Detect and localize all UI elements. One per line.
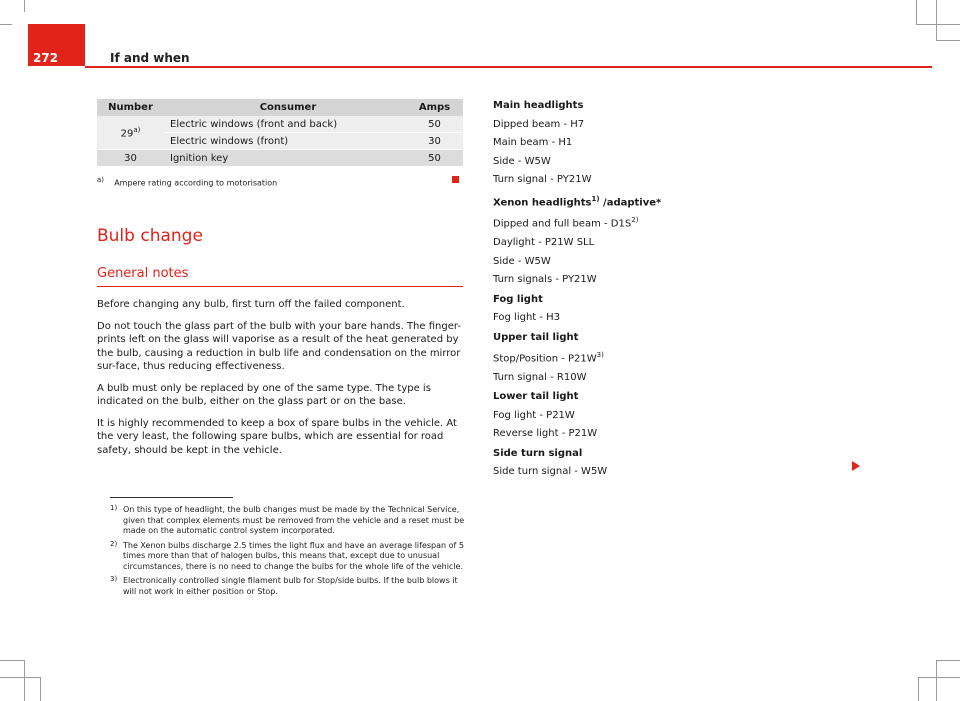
footnote-rule [110, 497, 233, 498]
crop-mark [24, 0, 25, 12]
table-cell-number: 30 [97, 150, 164, 167]
fuse-table [97, 99, 463, 167]
bulb-item: Main beam - H1 [493, 137, 573, 148]
table-row [97, 150, 463, 167]
table-row [97, 116, 463, 133]
bulb-group-title: Main headlights [493, 100, 584, 111]
page-number: 272 [33, 51, 59, 65]
table-cell-amps: 30 [406, 133, 463, 150]
bulb-group-side-turn-signal [493, 447, 661, 479]
paragraph: A bulb must only be replaced by one of the same type. The type is indicated on the bulb, either on the glass part or on the base. [97, 382, 431, 407]
bulb-item: Side - W5W [493, 155, 551, 167]
table-cell-number: 29$^{a)}$ [97, 116, 164, 150]
subsection-title: General notes [97, 266, 189, 281]
bulb-group-xenon-headlights [493, 193, 661, 287]
table-cell-consumer: Electric windows (front) [164, 133, 406, 150]
crop-mark [936, 0, 937, 40]
bulb-item: Daylight - P21W SLL [493, 237, 595, 249]
bulb-item: Side turn signal - W5W [493, 466, 608, 478]
bulb-item: Turn signal - PY21W [493, 174, 592, 185]
crop-mark [916, 0, 917, 24]
crop-mark [40, 677, 41, 701]
bulb-item: Turn signals - PY21W [493, 274, 597, 286]
footnote: 1) On this type of headlight, the bulb changes must be made by the Technical Service, given that complex elements must be removed from the vehicle and a reset must be made on the automatic control system incorporated. [110, 504, 465, 535]
paragraph: Do not touch the glass part of the bulb with your bare hands. The finger-prints left on the glass will vaporise as a result of the heat generated by the bulb, causing a reduction in bulb life and condensation on the mirror sur-face, thus reducing effectiveness. [97, 320, 461, 372]
crop-mark [936, 660, 937, 701]
bulb-group-title: Upper tail light [493, 331, 579, 343]
bulb-group-upper-tail-light [493, 331, 661, 385]
crop-mark [0, 660, 24, 661]
table-cell-consumer: Electric windows (front and back) [164, 116, 406, 133]
section-end-marker [452, 176, 459, 183]
bulb-item: Dipped beam - H7 [493, 118, 585, 130]
bulb-item: Dipped and full beam - $D1S^{2)}$ [493, 216, 639, 230]
bulb-item: Reverse light - P21W [493, 428, 598, 440]
subsection-rule [97, 286, 463, 287]
table-cell-amps: 50 [406, 116, 463, 133]
bulb-group-lower-tail-light [493, 390, 661, 441]
table-cell-amps: 50 [406, 150, 463, 167]
bulb-item: Fog light - P21W [493, 409, 575, 421]
crop-mark [916, 24, 960, 25]
paragraph: It is highly recommended to keep a box of spare bulbs in the vehicle. At the very least, the following spare bulbs, which are essential for road safety, should be kept in the vehicle. [97, 417, 457, 456]
crop-mark [936, 40, 960, 41]
crop-mark [0, 677, 40, 678]
continue-arrow-icon [852, 461, 860, 471]
crop-mark [0, 24, 12, 25]
crop-mark [918, 677, 919, 701]
crop-mark [24, 660, 25, 701]
paragraph: Before changing any bulb, first turn off the failed component. [97, 299, 405, 310]
header-rule [85, 66, 932, 68]
bulb-item: Stop/Position - $P21W^{3)}$ [493, 351, 604, 365]
running-title: If and when [110, 51, 190, 65]
crop-mark [918, 677, 960, 678]
bulb-group-title: Fog light [493, 293, 543, 305]
bulb-item: Side - W5W [493, 255, 551, 267]
bulb-group-fog-light [493, 293, 661, 325]
bulb-group-title: Side turn signal [493, 447, 583, 459]
bulb-group-title: Lower tail light [493, 391, 579, 403]
column-header-consumer: Consumer [164, 99, 406, 116]
bulb-group-title: Xenon headlights$^{1)}$ /adaptive* [493, 194, 662, 208]
table-footnote: $^{a)}$ Ampere rating according to motorisation [97, 176, 278, 188]
bulb-group-main-headlights [493, 99, 661, 187]
footnotes [110, 505, 465, 601]
footnote: 3) Electronically controlled single filament bulb for Stop/side bulbs. If the bulb blows it will not work in either position or Stop. [110, 575, 458, 596]
footnote-marker: a) [133, 125, 141, 134]
table-cell-consumer: Ignition key [164, 150, 406, 167]
bulb-list [493, 99, 661, 485]
footnote: 2) The Xenon bulbs discharge 2.5 times the light flux and have an average lifespan of 5 times more than that of halogen bulbs, this means that, except due to unusual circumstances, there is no need to change the bulbs for the whole life of the vehicle. [110, 539, 464, 571]
table-header-row [97, 99, 463, 116]
section-title: Bulb change [97, 226, 203, 246]
body-text [97, 298, 467, 465]
bulb-item: Fog light - H3 [493, 312, 561, 324]
column-header-amps: Amps [406, 99, 463, 116]
crop-mark [936, 660, 960, 661]
column-header-number: Number [97, 99, 164, 116]
bulb-item: Turn signal - R10W [493, 371, 587, 383]
